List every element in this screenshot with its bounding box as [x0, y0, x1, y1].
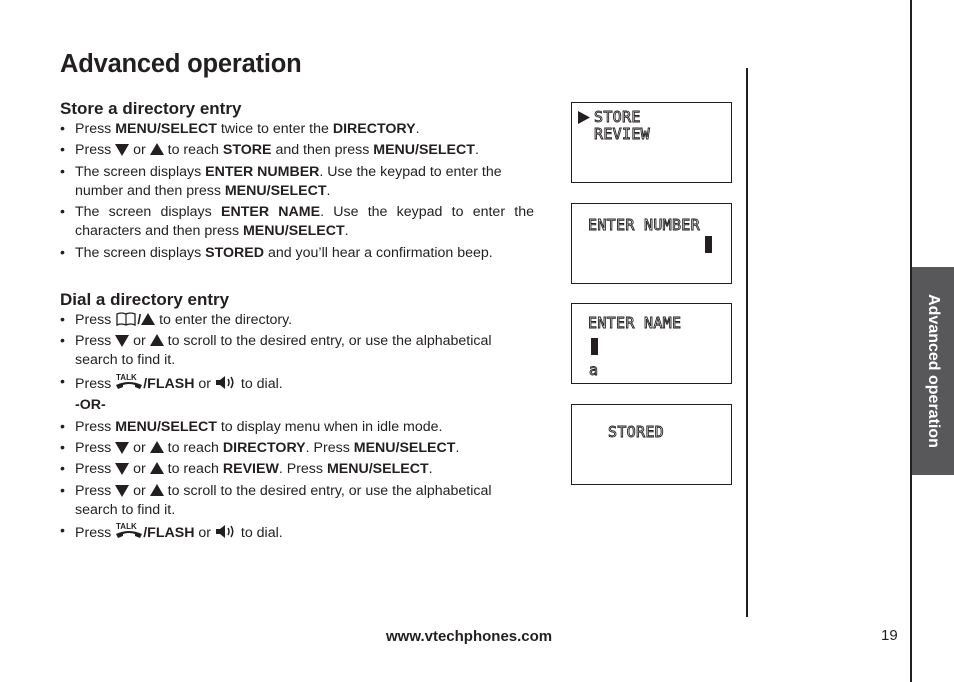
dial-step-7: • Press or to scroll to the desired entry, or use the alphabetical search to find it. — [60, 482, 534, 520]
down-arrow-icon — [115, 143, 129, 156]
lcd-line-store: STORE — [594, 108, 641, 126]
selection-pointer-icon — [578, 111, 590, 124]
store-step-3: • The screen displays ENTER NUMBER. Use the keypad to enter the number and then press MENU/SELECT. — [60, 163, 534, 201]
lcd-line-enter-number: ENTER NUMBER — [588, 216, 700, 234]
up-arrow-icon — [150, 334, 164, 347]
lcd-cursor — [591, 338, 598, 355]
dial-step-3: • Press TALK /FLASH or to dial. — [60, 373, 534, 394]
svg-text:TALK: TALK — [116, 372, 137, 382]
lcd-screen-stored — [571, 404, 732, 485]
up-arrow-icon — [150, 462, 164, 475]
store-steps — [60, 120, 534, 265]
dial-heading: Dial a directory entry — [60, 290, 230, 309]
dial-step-4: • Press MENU/SELECT to display menu when in idle mode. — [60, 418, 534, 437]
lcd-line-char: a — [589, 361, 599, 379]
dial-steps — [60, 311, 534, 546]
talk-phone-icon — [115, 522, 143, 540]
up-arrow-icon — [150, 441, 164, 454]
store-step-1: • Press MENU/SELECT twice to enter the DIRECTORY. — [60, 120, 534, 139]
dial-step-5: • Press or to reach DIRECTORY. Press MENU/SELECT. — [60, 439, 534, 458]
speaker-icon — [215, 374, 237, 391]
store-step-5: • The screen displays STORED and you’ll hear a confirmation beep. — [60, 244, 534, 263]
page-number: 19 — [881, 627, 898, 644]
lcd-line-review: REVIEW — [594, 125, 650, 143]
dial-step-8: • Press TALK /FLASH or to dial. — [60, 522, 534, 543]
up-arrow-icon — [141, 313, 155, 326]
store-step-4: • The screen displays ENTER NAME. Use the keypad to enter the characters and then press MENU/SELECT. — [60, 203, 534, 241]
up-arrow-icon — [150, 484, 164, 497]
directory-book-icon — [115, 311, 137, 327]
lcd-screen-store — [571, 102, 732, 183]
up-arrow-icon — [150, 143, 164, 156]
talk-phone-icon — [115, 373, 143, 391]
lcd-line-stored: STORED — [608, 423, 664, 441]
down-arrow-icon — [115, 334, 129, 347]
down-arrow-icon — [115, 462, 129, 475]
lcd-screen-enter-name — [571, 303, 732, 384]
speaker-icon — [215, 523, 237, 540]
lcd-screen-enter-number — [571, 203, 732, 284]
store-step-2: • Press or to reach STORE and then press MENU/SELECT. — [60, 141, 534, 160]
page-title: Advanced operation — [60, 50, 302, 78]
lcd-cursor — [705, 236, 712, 253]
down-arrow-icon — [115, 441, 129, 454]
dial-step-2: • Press or to scroll to the desired entry, or use the alphabetical search to find it. — [60, 332, 534, 370]
lcd-line-enter-name: ENTER NAME — [588, 314, 682, 332]
footer-url: www.vtechphones.com — [386, 628, 553, 645]
side-tab-label: Advanced operation — [925, 294, 942, 448]
store-heading: Store a directory entry — [60, 99, 242, 118]
dial-step-6: • Press or to reach REVIEW. Press MENU/SELECT. — [60, 460, 534, 479]
down-arrow-icon — [115, 484, 129, 497]
dial-step-1: • Press / to enter the directory. — [60, 311, 534, 330]
svg-text:TALK: TALK — [116, 522, 137, 532]
column-divider — [746, 68, 748, 617]
or-separator: -OR- — [75, 397, 106, 414]
